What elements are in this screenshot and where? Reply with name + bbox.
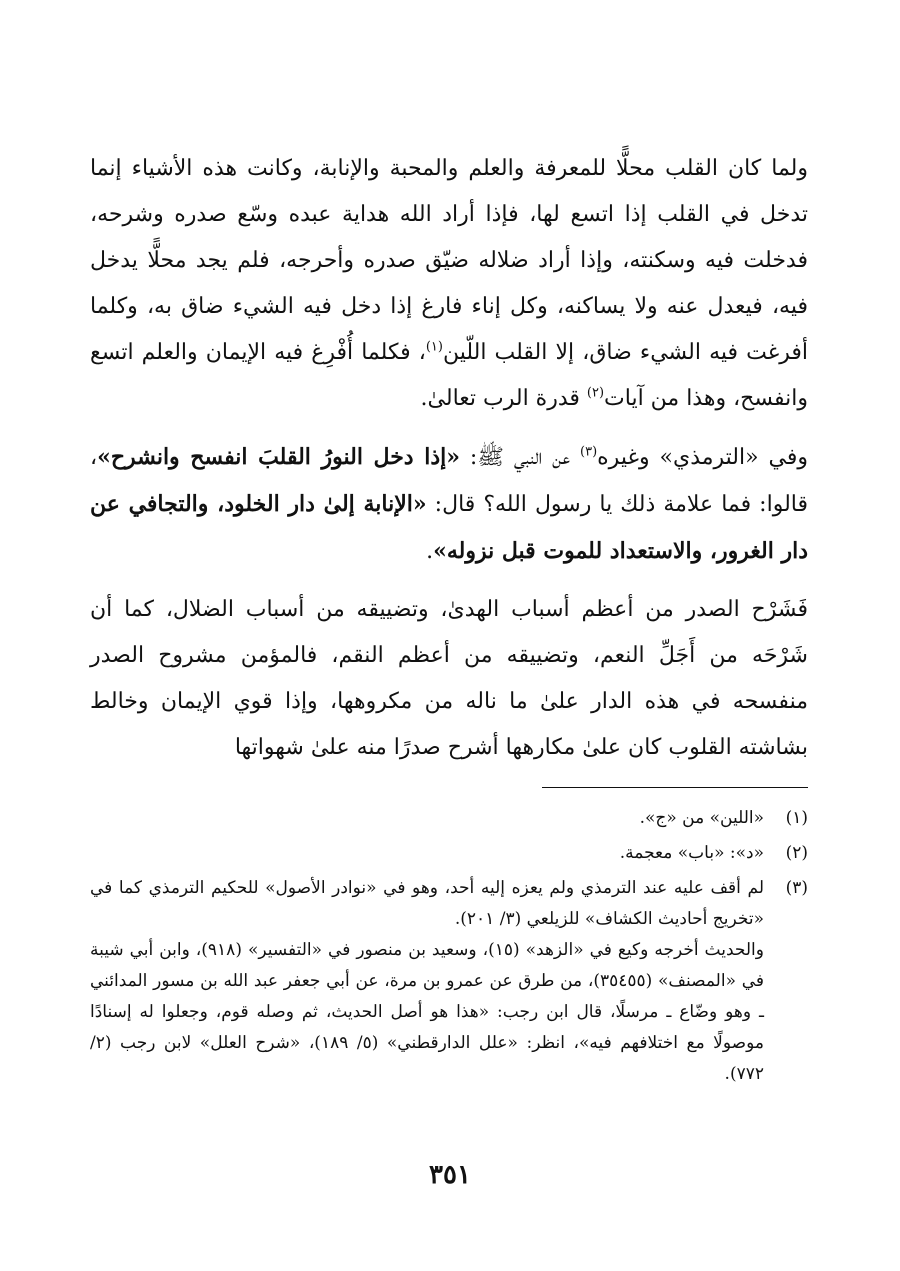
paragraph-2-part-2: عن النبي ﷺ: bbox=[459, 445, 581, 470]
footnote-1 bbox=[90, 803, 808, 834]
footnote-divider bbox=[542, 787, 808, 788]
footnotes-section bbox=[90, 803, 808, 1094]
footnote-ref-2[interactable]: (٢) bbox=[586, 385, 605, 401]
footnote-number: (١) bbox=[785, 808, 808, 828]
hadith-quote-2: «الإنابة إلىٰ دار الخلود، والتجافي عن دار الغرور، والاستعداد للموت قبل نزوله» bbox=[90, 491, 808, 564]
footnote-3 bbox=[90, 873, 808, 1090]
paragraph-2-part-1: وفي «الترمذي» وغيره bbox=[597, 445, 808, 470]
paragraph-1-part-1: ولما كان القلب محلًّا للمعرفة والعلم والمحبة والإنابة، وكانت هذه الأشياء إنما تدخل في القلب إذا اتسع لها، فإذا أراد الله هداية عبده وسّع صدره وشرحه، فدخلت فيه وسكنته، وإذا أراد ضلاله ضيّق صدره وأحرجه، فلم يجد محلًّا يدخل فيه، فيعدل عنه ولا يساكنه، وكل إناء فارغ إذا دخل فيه الشيء ضاق به، وكلما أفرغت فيه الشيء ضاق، إلا القلب اللّين bbox=[90, 156, 809, 365]
paragraph-1 bbox=[90, 146, 808, 422]
page-number: ٣٥١ bbox=[429, 1160, 471, 1190]
footnote-text bbox=[90, 803, 764, 834]
paragraph-2-part-4: . bbox=[426, 539, 434, 564]
footnote-line: «د»: «باب» معجمة. bbox=[619, 843, 764, 863]
footnote-number: (٢) bbox=[785, 843, 808, 863]
main-text bbox=[90, 146, 808, 771]
paragraph-2 bbox=[90, 434, 808, 575]
footnote-2 bbox=[90, 838, 808, 869]
footnote-text bbox=[90, 838, 764, 869]
footnote-line: «اللين» من «ج». bbox=[639, 808, 764, 828]
hadith-quote-1: «إذا دخل النورُ القلبَ انفسح وانشرح» bbox=[97, 444, 460, 470]
paragraph-3: فَشَرْح الصدر من أعظم أسباب الهدىٰ، وتضييقه من أسباب الضلال، كما أن شَرْحَه من أَجَلِّ النعم، وتضييقه من أعظم النقم، فالمؤمن مشروح الصدر منفسحه في هذه الدار علىٰ ما ناله من مكروهها، وإذا قوي الإيمان وخالط بشاشته القلوب كان علىٰ مكارهها أشرح صدرًا منه علىٰ شهواتها bbox=[90, 597, 808, 760]
paragraph-1-part-3: قدرة الرب تعالىٰ. bbox=[420, 386, 587, 411]
footnote-ref-1[interactable]: (١) bbox=[425, 339, 443, 355]
footnote-line: والحديث أخرجه وكيع في «الزهد» (١٥)، وسعيد بن منصور في «التفسير» (٩١٨)، وابن أبي شيبة في «المصنف» (٣٥٤٥٥)، من طرق عن عمرو بن مرة، عن أبي جعفر عبد الله بن مسور المدائني ـ وهو وضّاع ـ مرسلًا، قال ابن رجب: «هذا هو أصل الحديث، ثم وصله قوم، وجعلوا له إسنادًا موصولًا مع اختلافهم فيه»، انظر: «علل الدارقطني» (٥/ ١٨٩)، «شرح العلل» لابن رجب (٢/ ٧٧٢). bbox=[90, 940, 764, 1084]
footnote-ref-3[interactable]: (٣) bbox=[580, 444, 598, 460]
paragraph-1-part-2: ، فكلما أُفْرِغ فيه الإيمان والعلم اتسع وانفسح، وهذا من آيات bbox=[90, 340, 808, 411]
footnote-line: لم أقف عليه عند الترمذي ولم يعزه إليه أحد، وهو في «نوادر الأصول» للحكيم الترمذي كما في «تخريج أحاديث الكشاف» للزيلعي (٣/ ٢٠١). bbox=[90, 878, 764, 929]
footnote-number: (٣) bbox=[785, 878, 808, 898]
footnote-text bbox=[90, 873, 764, 1090]
paragraph-2-part-3: ، قالوا: فما علامة ذلك يا رسول الله؟ قال: bbox=[90, 445, 808, 517]
